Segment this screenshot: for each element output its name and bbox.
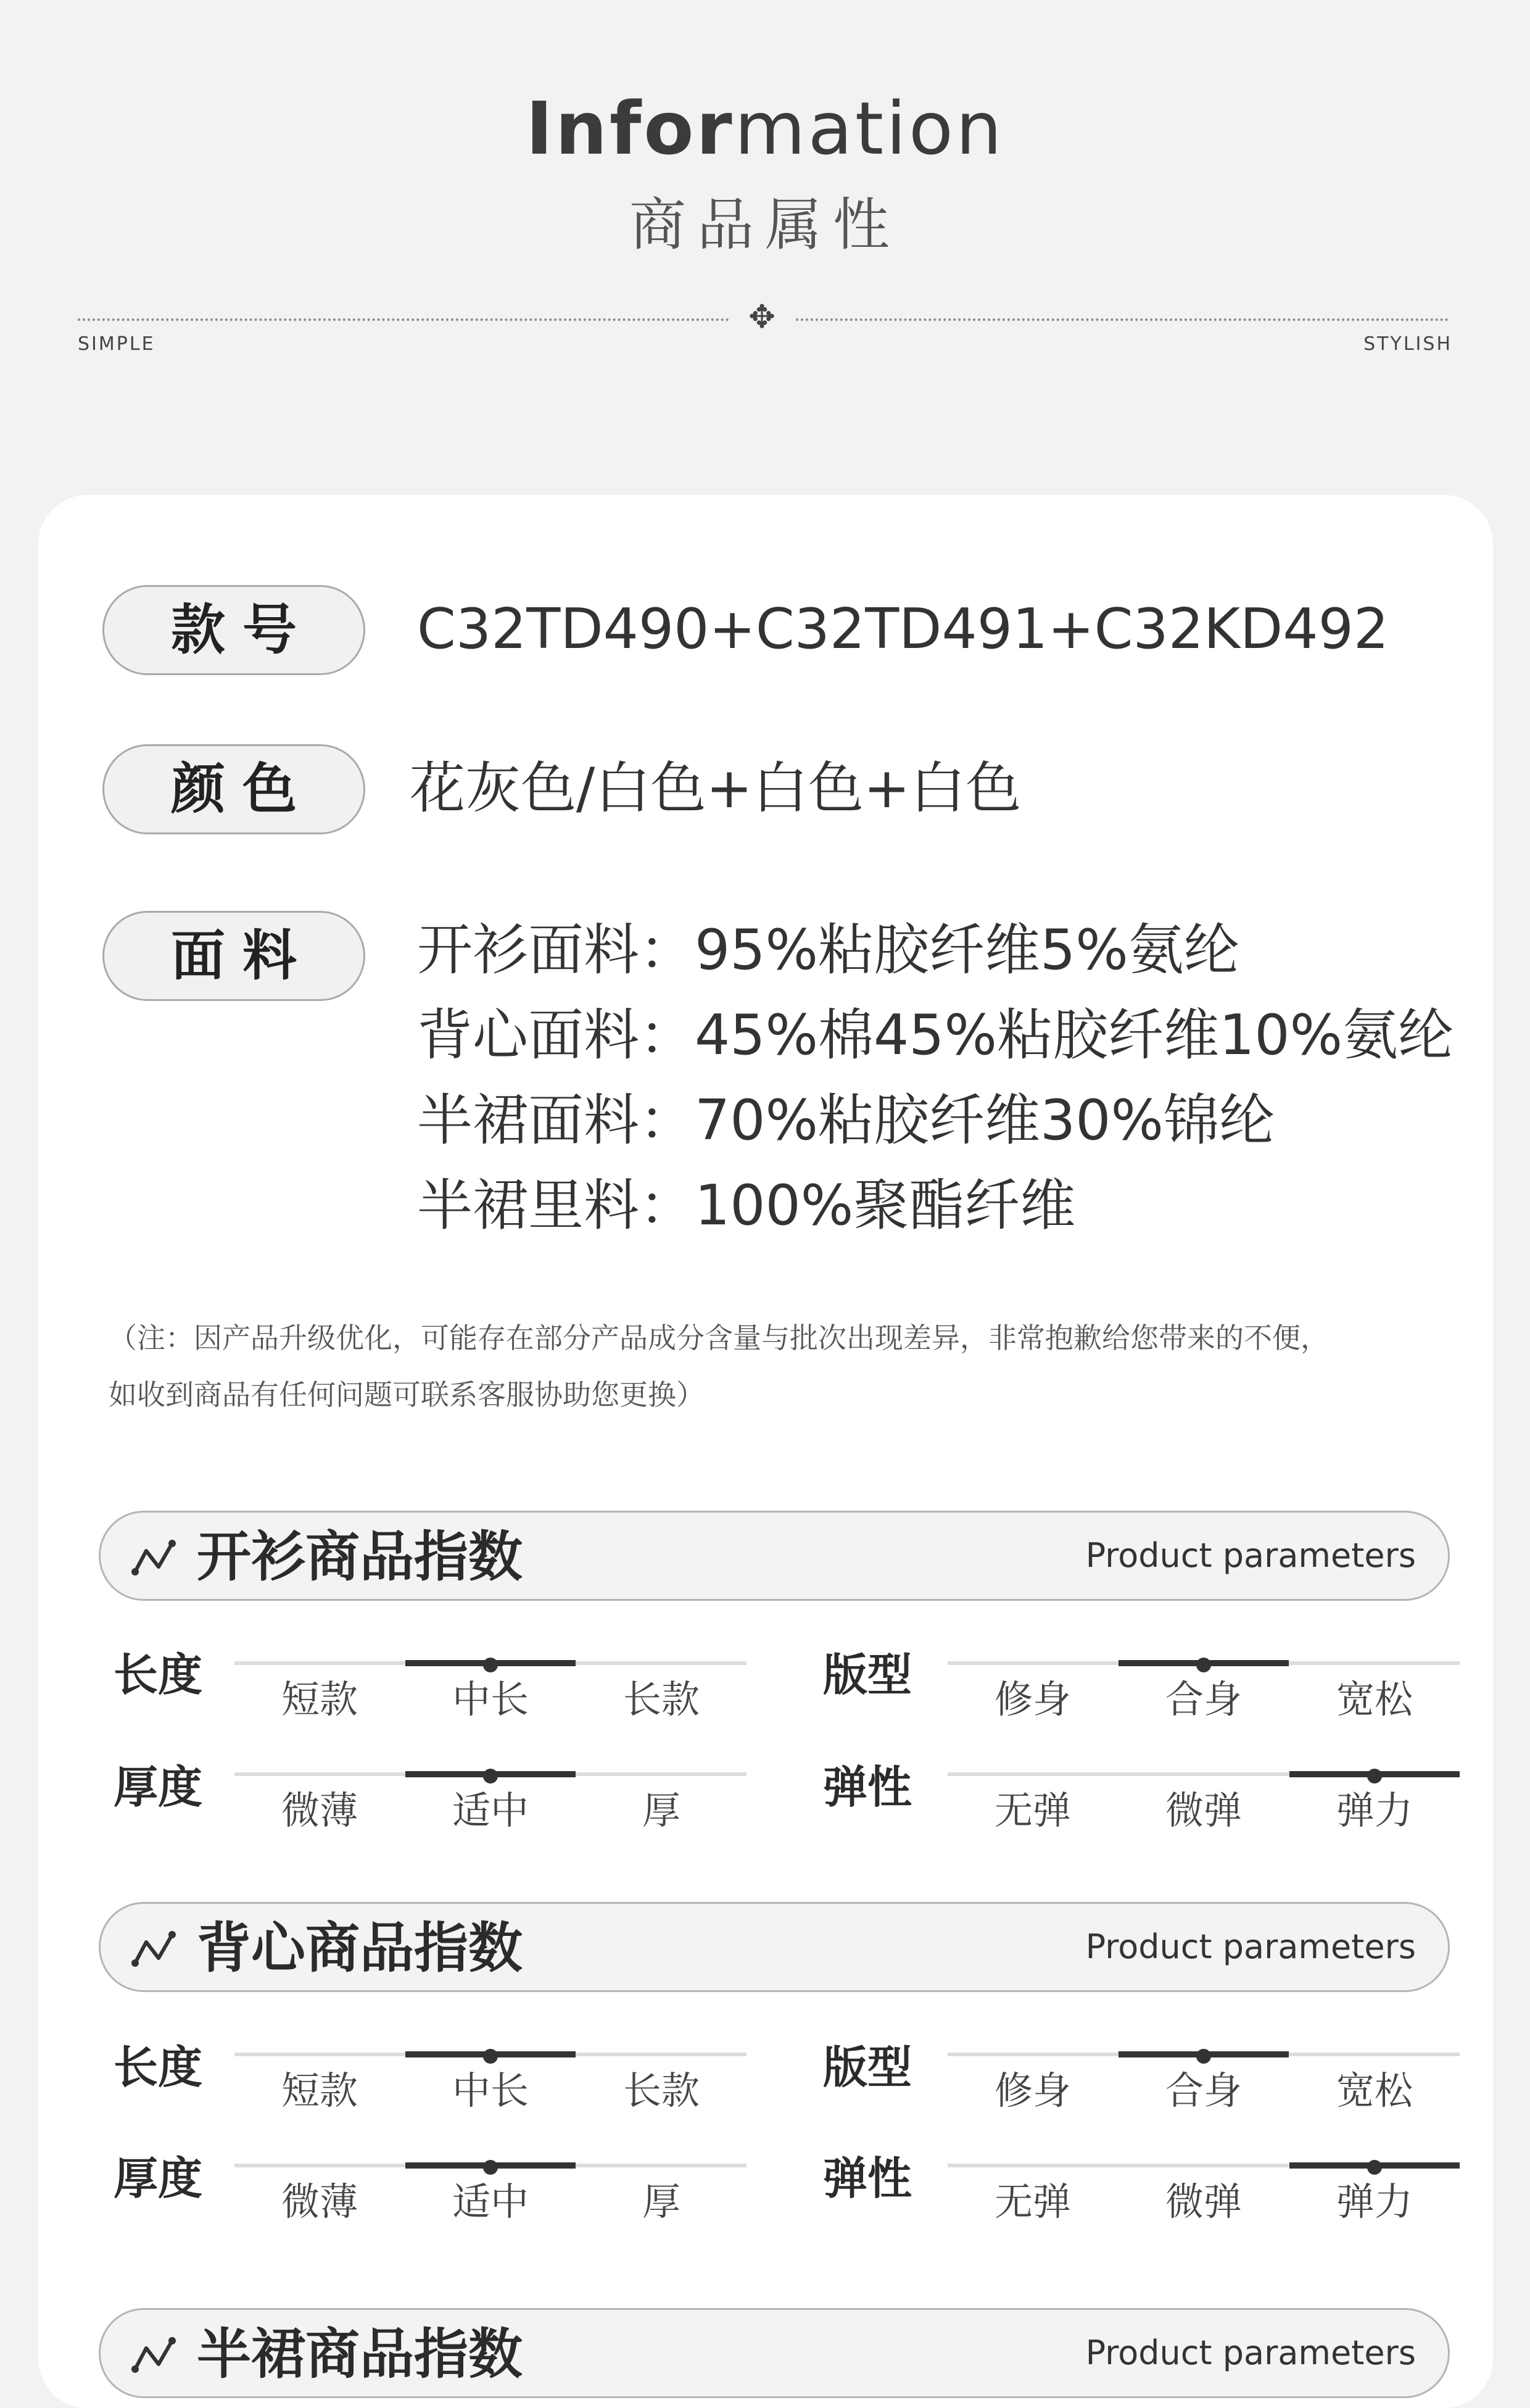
move-cross-icon: ✥ (748, 299, 775, 336)
section-header-cardigan (99, 1511, 1450, 1601)
section-header-vest (99, 1902, 1450, 1992)
scale-label-thickness: 厚度 (114, 2153, 203, 2204)
scale-marker-dot (483, 2049, 498, 2064)
scale-label-length: 长度 (114, 2041, 203, 2093)
scale-option (1289, 1765, 1460, 1833)
scale-option (1119, 2156, 1289, 2224)
scale-segment (576, 2051, 746, 2057)
scale-segment (234, 1660, 405, 1666)
scale-option-label: 无弹 (994, 1788, 1071, 1833)
title-light-part: mation (734, 86, 1004, 171)
scale-option (1119, 1654, 1289, 1722)
fabric-line-4: 半裙里料：100%聚酯纤维 (417, 1173, 1076, 1238)
page-subtitle: 商品属性 (629, 192, 901, 258)
section-title: 背心商品指数 (197, 1916, 523, 1980)
scale-option (576, 2045, 746, 2113)
scale-option (948, 1765, 1118, 1833)
scale-option (948, 2156, 1118, 2224)
scale-option-label: 中长 (452, 1677, 529, 1722)
scale-option (234, 2045, 405, 2113)
scale-marker-dot (483, 2160, 498, 2175)
scale-segment (234, 2051, 405, 2057)
note-line-1: （注：因产品升级优化，可能存在部分产品成分含量与批次出现差异，非常抱歉给您带来的不便， (109, 1321, 1329, 1355)
divider-left (78, 318, 729, 321)
scale-option-label: 短款 (281, 2068, 358, 2113)
section-title: 半裙商品指数 (197, 2322, 523, 2386)
trend-line-icon (131, 1928, 183, 1969)
scale-segment (948, 1660, 1118, 1666)
scale-option-label: 弹力 (1336, 2179, 1413, 2224)
scale-option-label: 合身 (1165, 2068, 1242, 2113)
scale-marker-dot (1196, 2049, 1211, 2064)
scale-option-label: 长款 (622, 2068, 700, 2113)
scale-thickness (234, 1765, 746, 1833)
scale-option (405, 1654, 576, 1722)
scale-option-label: 短款 (281, 1677, 358, 1722)
scale-label-fit: 版型 (823, 2041, 912, 2093)
corner-label-right: STYLISH (1363, 333, 1452, 355)
scale-option-label: 厚 (642, 2179, 680, 2224)
style-no-value: C32TD490+C32TD491+C32KD492 (417, 597, 1389, 662)
section-subtitle: Product parameters (1085, 2333, 1416, 2372)
scale-option (948, 1654, 1118, 1722)
corner-label-left: SIMPLE (78, 333, 155, 355)
scale-segment (948, 2162, 1118, 2169)
scale-option-label: 修身 (994, 2068, 1071, 2113)
scale-label-thickness: 厚度 (114, 1761, 203, 1813)
color-label: 颜色 (102, 744, 365, 834)
scale-option (1119, 1765, 1289, 1833)
scale-segment (1289, 2051, 1460, 2057)
scale-option-label: 修身 (994, 1677, 1071, 1722)
scale-option (405, 2045, 576, 2113)
scale-segment (948, 1771, 1118, 1777)
section-subtitle: Product parameters (1085, 1536, 1416, 1575)
scale-option (234, 1765, 405, 1833)
scale-option-label: 中长 (452, 2068, 529, 2113)
fabric-label: 面料 (102, 911, 365, 1001)
scale-marker-dot (1367, 1769, 1382, 1783)
scale-label-elasticity: 弹性 (823, 2153, 912, 2204)
scale-option-label: 弹力 (1336, 1788, 1413, 1833)
title-bold-part: Infor (526, 86, 735, 171)
scale-segment (576, 2162, 746, 2169)
scale-label-fit: 版型 (823, 1649, 912, 1701)
scale-fit (948, 2045, 1460, 2113)
scale-option (234, 1654, 405, 1722)
scale-option (948, 2045, 1118, 2113)
scale-marker-dot (1367, 2160, 1382, 2175)
scale-segment (1289, 1660, 1460, 1666)
trend-line-icon (131, 1537, 183, 1578)
scale-option-label: 厚 (642, 1788, 680, 1833)
scale-segment (1119, 2162, 1289, 2169)
scale-option-label: 微弹 (1165, 2179, 1242, 2224)
section-header-skirt (99, 2308, 1450, 2398)
scale-label-elasticity: 弹性 (823, 1761, 912, 1813)
scale-option (576, 2156, 746, 2224)
style-no-label: 款号 (102, 585, 365, 675)
scale-elasticity (948, 1765, 1460, 1833)
scale-segment (948, 2051, 1118, 2057)
divider-right (796, 318, 1449, 321)
scale-option (576, 1654, 746, 1722)
scale-fit (948, 1654, 1460, 1722)
note-line-2: 如收到商品有任何问题可联系客服协助您更换） (109, 1378, 705, 1411)
fabric-line-2: 背心面料：45%棉45%粘胶纤维10%氨纶 (417, 1003, 1454, 1068)
color-value: 花灰色/白色+白色+白色 (410, 756, 1022, 821)
scale-marker-dot (483, 1658, 498, 1672)
scale-option-label: 宽松 (1336, 1677, 1413, 1722)
fabric-line-3: 半裙面料：70%粘胶纤维30%锦纶 (417, 1088, 1275, 1153)
scale-marker-dot (483, 1769, 498, 1783)
scale-option-label: 长款 (622, 1677, 700, 1722)
page-title (0, 79, 1530, 178)
scale-option (1289, 1654, 1460, 1722)
scale-option (1289, 2156, 1460, 2224)
scale-segment (576, 1660, 746, 1666)
section-title: 开衫商品指数 (197, 1525, 523, 1588)
scale-segment (234, 2162, 405, 2169)
scale-option (1289, 2045, 1460, 2113)
scale-option (576, 1765, 746, 1833)
scale-option-label: 微薄 (281, 2179, 358, 2224)
scale-option (234, 2156, 405, 2224)
scale-segment (1119, 1771, 1289, 1777)
scale-thickness (234, 2156, 746, 2224)
scale-option-label: 宽松 (1336, 2068, 1413, 2113)
scale-length (234, 2045, 746, 2113)
section-subtitle: Product parameters (1085, 1927, 1416, 1966)
scale-marker-dot (1196, 1658, 1211, 1672)
scale-option (405, 2156, 576, 2224)
fabric-line-1: 开衫面料：95%粘胶纤维5%氨纶 (417, 918, 1239, 982)
trend-line-icon (131, 2335, 183, 2375)
scale-elasticity (948, 2156, 1460, 2224)
scale-option-label: 适中 (452, 2179, 529, 2224)
scale-segment (234, 1771, 405, 1777)
scale-option-label: 微薄 (281, 1788, 358, 1833)
scale-option (405, 1765, 576, 1833)
scale-option (1119, 2045, 1289, 2113)
scale-option-label: 无弹 (994, 2179, 1071, 2224)
scale-option-label: 适中 (452, 1788, 529, 1833)
scale-option-label: 合身 (1165, 1677, 1242, 1722)
scale-label-length: 长度 (114, 1649, 203, 1701)
scale-option-label: 微弹 (1165, 1788, 1242, 1833)
scale-segment (576, 1771, 746, 1777)
scale-length (234, 1654, 746, 1722)
